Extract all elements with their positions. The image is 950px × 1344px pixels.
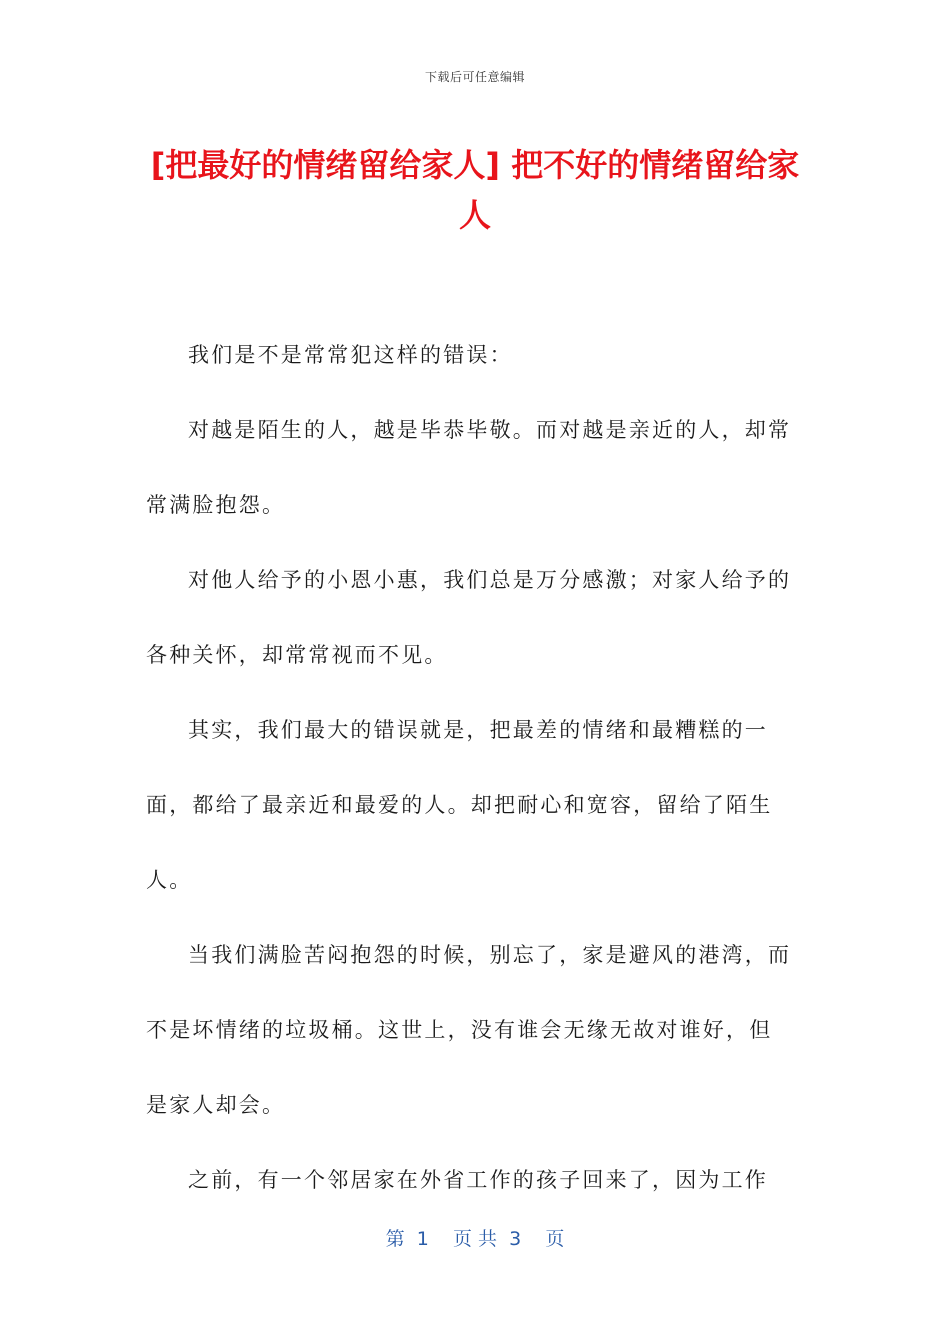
- header-note: 下载后可任意编辑: [424, 70, 525, 84]
- document-body: [146, 318, 792, 1218]
- paragraph: 对他人给予的小恩小惠，我们总是万分感激；对家人给予的各种关怀，却常常视而不见。: [146, 568, 792, 667]
- paragraph: 当我们满脸苦闷抱怨的时候，别忘了，家是避风的港湾，而不是坏情绪的垃圾桶。这世上，没有谁会无缘无故对谁好，但是家人却会。: [146, 943, 792, 1117]
- paragraph: 我们是不是常常犯这样的错误：: [188, 343, 513, 367]
- page-number-footer: 第 1 页 共 3 页: [385, 1228, 565, 1250]
- paragraph: 其实，我们最大的错误就是，把最差的情绪和最糟糕的一面，都给了最亲近和最爱的人。却把耐心和宽容，留给了陌生人。: [146, 718, 773, 892]
- paragraph: 之前，有一个邻居家在外省工作的孩子回来了，因为工作: [188, 1168, 768, 1192]
- document-title: [把最好的情绪留给家人] 把不好的情绪留给家人: [150, 146, 800, 234]
- paragraph: 对越是陌生的人，越是毕恭毕敬。而对越是亲近的人，却常常满脸抱怨。: [146, 418, 792, 517]
